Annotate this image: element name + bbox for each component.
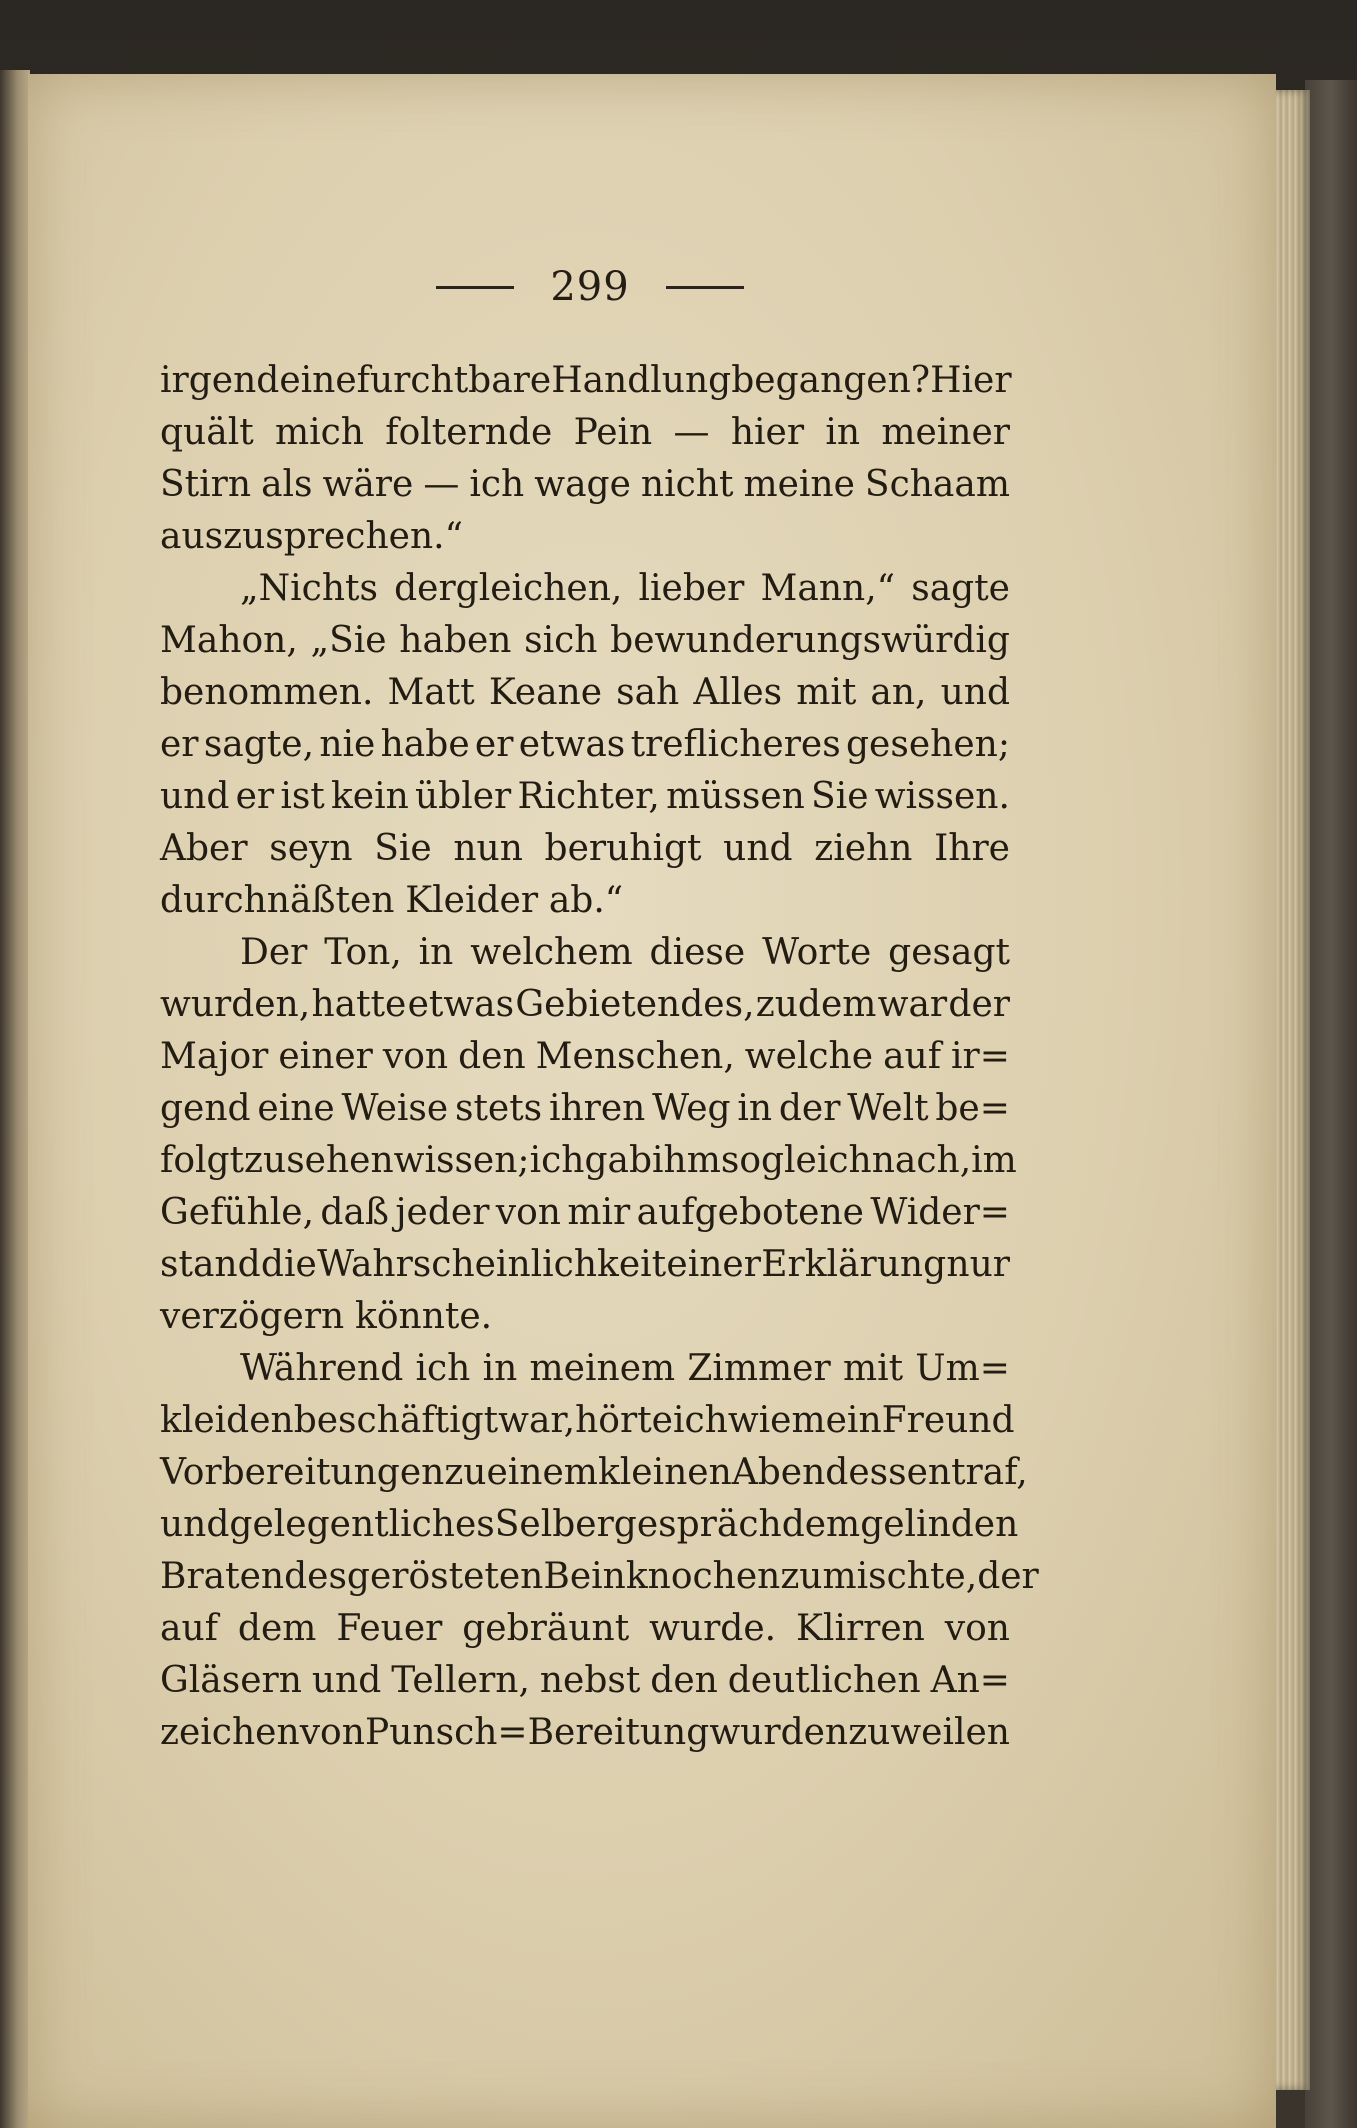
word: gend bbox=[160, 1088, 251, 1129]
word: Tellern, bbox=[391, 1660, 530, 1701]
word: mit bbox=[842, 1348, 904, 1389]
word: auszusprechen.“ bbox=[160, 516, 463, 557]
word: be= bbox=[935, 1088, 1010, 1129]
word: zumischte, bbox=[780, 1556, 978, 1597]
word: sogleich bbox=[720, 1140, 872, 1181]
word: zu bbox=[444, 1452, 487, 1493]
word: an, bbox=[870, 672, 927, 713]
word: ihren bbox=[548, 1088, 646, 1129]
text-line bbox=[160, 511, 1010, 563]
word: Mann,“ bbox=[760, 568, 896, 609]
word: Worte bbox=[762, 932, 872, 973]
word: Mahon, bbox=[160, 620, 298, 661]
word: auf bbox=[160, 1608, 218, 1649]
text-line bbox=[160, 1343, 1010, 1395]
word: quält bbox=[160, 412, 254, 453]
word: Keane bbox=[488, 672, 603, 713]
word: etwas bbox=[407, 984, 515, 1025]
word: ich bbox=[415, 1348, 471, 1389]
word: Abendessen bbox=[731, 1452, 952, 1493]
word: sah bbox=[616, 672, 680, 713]
word: Freund bbox=[881, 1400, 1015, 1441]
word: ziehn bbox=[814, 828, 913, 869]
word: und bbox=[160, 1504, 230, 1545]
word: Welt bbox=[847, 1088, 929, 1129]
word: Erklärung bbox=[761, 1244, 947, 1285]
word: wissen. bbox=[874, 776, 1010, 817]
page-number: 299 bbox=[550, 264, 630, 310]
word: nur bbox=[946, 1244, 1010, 1285]
word: — bbox=[423, 464, 460, 505]
word: traf, bbox=[951, 1452, 1028, 1493]
header-dash-left bbox=[436, 286, 514, 289]
word: stand bbox=[160, 1244, 261, 1285]
word: meinem bbox=[529, 1348, 676, 1389]
book-cover-right bbox=[1305, 80, 1357, 2128]
word: sagte bbox=[911, 568, 1010, 609]
word: irgend bbox=[160, 360, 280, 401]
word: etwas bbox=[518, 724, 626, 765]
word: ich bbox=[529, 1140, 585, 1181]
text-line bbox=[160, 1187, 1010, 1239]
word: meiner bbox=[881, 412, 1010, 453]
word: Während bbox=[240, 1348, 404, 1389]
word: die bbox=[260, 1244, 317, 1285]
text-line bbox=[160, 1447, 1028, 1499]
word: Braten bbox=[160, 1556, 285, 1597]
word: — bbox=[673, 412, 710, 453]
word: Um= bbox=[915, 1348, 1010, 1389]
text-line bbox=[160, 927, 1010, 979]
word: als bbox=[261, 464, 313, 505]
word: Punsch=Bereitung bbox=[365, 1712, 710, 1753]
word: hier bbox=[730, 412, 805, 453]
word: habe bbox=[380, 724, 470, 765]
word: seyn bbox=[269, 828, 353, 869]
word: von bbox=[944, 1608, 1010, 1649]
word: müssen bbox=[666, 776, 805, 817]
word: einer bbox=[278, 1036, 373, 1077]
word: gesehen; bbox=[846, 724, 1010, 765]
word: und bbox=[311, 1660, 382, 1701]
text-line bbox=[160, 771, 1010, 823]
word: nicht bbox=[640, 464, 734, 505]
text-line bbox=[160, 1031, 1010, 1083]
word: „Sie bbox=[310, 620, 387, 661]
word: zudem bbox=[755, 984, 877, 1025]
word: und bbox=[160, 776, 230, 817]
word: dem bbox=[237, 1608, 317, 1649]
word: kleiden bbox=[160, 1400, 294, 1441]
word: wage bbox=[534, 464, 631, 505]
text-line bbox=[160, 875, 1010, 927]
word: von bbox=[495, 1192, 561, 1233]
word: lieber bbox=[638, 568, 745, 609]
text-line bbox=[160, 1655, 1010, 1707]
word: ist bbox=[280, 776, 325, 817]
word: Weise bbox=[341, 1088, 449, 1129]
word: daß bbox=[320, 1192, 389, 1233]
word: sehen bbox=[286, 1140, 394, 1181]
word: in bbox=[825, 412, 861, 453]
word: Kleider bbox=[405, 880, 539, 921]
word: An= bbox=[930, 1660, 1010, 1701]
word: Richter, bbox=[517, 776, 660, 817]
word: benommen. bbox=[160, 672, 374, 713]
word: gelegentliches bbox=[229, 1504, 495, 1545]
word: Gläsern bbox=[160, 1660, 302, 1701]
word: kleinen bbox=[597, 1452, 732, 1493]
word: Matt bbox=[387, 672, 475, 713]
word: wurden, bbox=[160, 984, 311, 1025]
word: gab bbox=[584, 1140, 652, 1181]
page-text bbox=[160, 355, 1039, 1759]
word: Sie bbox=[811, 776, 869, 817]
word: ich bbox=[672, 1400, 728, 1441]
word: nun bbox=[453, 828, 523, 869]
word: zeichen bbox=[160, 1712, 300, 1753]
word: sich bbox=[524, 620, 598, 661]
word: ab.“ bbox=[548, 880, 624, 921]
word: auf bbox=[883, 1036, 942, 1077]
word: gerösteten bbox=[346, 1556, 544, 1597]
word: von bbox=[299, 1712, 365, 1753]
word: Wider= bbox=[870, 1192, 1010, 1233]
word: war bbox=[877, 984, 948, 1025]
word: aufgebotene bbox=[636, 1192, 864, 1233]
word: der bbox=[948, 984, 1010, 1025]
word: Selbergespräch bbox=[494, 1504, 782, 1545]
word: bewunderungswürdig bbox=[610, 620, 1010, 661]
word: ihm bbox=[652, 1140, 721, 1181]
word: „Nichts bbox=[240, 568, 378, 609]
text-line bbox=[160, 615, 1010, 667]
word: treflicheres bbox=[630, 724, 841, 765]
text-line bbox=[160, 407, 1010, 459]
text-line bbox=[160, 459, 1010, 511]
word: und bbox=[723, 828, 793, 869]
text-line bbox=[160, 1291, 1010, 1343]
word: Alles bbox=[693, 672, 783, 713]
word: nach, bbox=[871, 1140, 972, 1181]
word: könnte. bbox=[355, 1296, 493, 1337]
text-line bbox=[160, 667, 1010, 719]
book-binding-left bbox=[0, 70, 30, 2128]
word: Zimmer bbox=[687, 1348, 831, 1389]
word: war, bbox=[498, 1400, 576, 1441]
text-line bbox=[160, 823, 1010, 875]
word: gebräunt bbox=[462, 1608, 630, 1649]
word: gelinden bbox=[860, 1504, 1019, 1545]
word: Gefühle, bbox=[160, 1192, 315, 1233]
word: mir bbox=[567, 1192, 631, 1233]
word: folgt bbox=[160, 1140, 245, 1181]
word: beschäftigt bbox=[293, 1400, 499, 1441]
text-line bbox=[160, 1499, 1019, 1551]
text-line bbox=[160, 1239, 1010, 1291]
word: einer bbox=[666, 1244, 761, 1285]
word: durchnäßten bbox=[160, 880, 395, 921]
word: Wahrscheinlichkeit bbox=[317, 1244, 667, 1285]
word: und bbox=[940, 672, 1010, 713]
word: den bbox=[458, 1036, 526, 1077]
word: Ihre bbox=[934, 828, 1010, 869]
text-line bbox=[160, 355, 1010, 407]
word: sagte, bbox=[203, 724, 315, 765]
word: Gebietendes, bbox=[515, 984, 755, 1025]
word: Beinknochen bbox=[543, 1556, 781, 1597]
word: welche bbox=[744, 1036, 874, 1077]
text-line bbox=[160, 563, 1010, 615]
word: diese bbox=[649, 932, 746, 973]
word: von bbox=[382, 1036, 449, 1077]
word: der bbox=[977, 1556, 1039, 1597]
text-line bbox=[160, 1707, 1010, 1759]
word: in bbox=[737, 1088, 773, 1129]
word: hörte bbox=[575, 1400, 673, 1441]
word: gesagt bbox=[888, 932, 1010, 973]
word: haben bbox=[399, 620, 512, 661]
word: furchtbare bbox=[356, 360, 552, 401]
word: folternde bbox=[385, 412, 553, 453]
word: nebst bbox=[539, 1660, 641, 1701]
word: Der bbox=[240, 932, 308, 973]
word: wäre bbox=[322, 464, 414, 505]
word: übler bbox=[414, 776, 512, 817]
word: eine bbox=[257, 1088, 335, 1129]
header-dash-right bbox=[666, 286, 744, 289]
text-line bbox=[160, 1395, 1015, 1447]
word: er bbox=[474, 724, 514, 765]
word: wurde. bbox=[649, 1608, 777, 1649]
word: ir= bbox=[951, 1036, 1010, 1077]
word: begangen? bbox=[731, 360, 931, 401]
word: einem bbox=[486, 1452, 598, 1493]
word: dem bbox=[781, 1504, 861, 1545]
word: zu bbox=[244, 1140, 287, 1181]
text-line bbox=[160, 1551, 1039, 1603]
word: Schaam bbox=[864, 464, 1010, 505]
text-line bbox=[160, 1603, 1010, 1655]
word: Sie bbox=[374, 828, 432, 869]
word: er bbox=[235, 776, 275, 817]
word: nie bbox=[319, 724, 376, 765]
word: wissen; bbox=[393, 1140, 530, 1181]
word: Stirn bbox=[160, 464, 252, 505]
word: des bbox=[284, 1556, 347, 1597]
word: jeder bbox=[395, 1192, 490, 1233]
word: Hier bbox=[930, 360, 1012, 401]
word: kein bbox=[330, 776, 409, 817]
word: Feuer bbox=[336, 1608, 443, 1649]
word: den bbox=[650, 1660, 718, 1701]
word: mit bbox=[796, 672, 857, 713]
word: der bbox=[778, 1088, 841, 1129]
word: Handlung bbox=[551, 360, 732, 401]
word: wie bbox=[727, 1400, 792, 1441]
word: verzögern bbox=[160, 1296, 345, 1337]
word: stets bbox=[454, 1088, 543, 1129]
word: beruhigt bbox=[544, 828, 702, 869]
word: mich bbox=[274, 412, 364, 453]
text-line bbox=[160, 1135, 1017, 1187]
word: in bbox=[418, 932, 454, 973]
word: Ton, bbox=[324, 932, 402, 973]
text-line bbox=[160, 719, 1010, 771]
word: meine bbox=[743, 464, 855, 505]
word: dergleichen, bbox=[394, 568, 623, 609]
word: hatte bbox=[311, 984, 407, 1025]
word: zuweilen bbox=[848, 1712, 1010, 1753]
word: deutlichen bbox=[727, 1660, 921, 1701]
word: Menschen, bbox=[535, 1036, 735, 1077]
word: Klirren bbox=[796, 1608, 925, 1649]
word: im bbox=[971, 1140, 1017, 1181]
word: mein bbox=[791, 1400, 882, 1441]
word: Weg bbox=[652, 1088, 731, 1129]
word: in bbox=[482, 1348, 518, 1389]
word: welchem bbox=[470, 932, 633, 973]
word: wurden bbox=[709, 1712, 849, 1753]
word: Major bbox=[160, 1036, 269, 1077]
word: er bbox=[160, 724, 199, 765]
word: Aber bbox=[160, 828, 248, 869]
text-line bbox=[160, 979, 1010, 1031]
text-line bbox=[160, 1083, 1010, 1135]
word: Vorbereitungen bbox=[160, 1452, 445, 1493]
page-header bbox=[410, 262, 770, 312]
word: Pein bbox=[573, 412, 653, 453]
word: eine bbox=[279, 360, 357, 401]
word: ich bbox=[469, 464, 525, 505]
